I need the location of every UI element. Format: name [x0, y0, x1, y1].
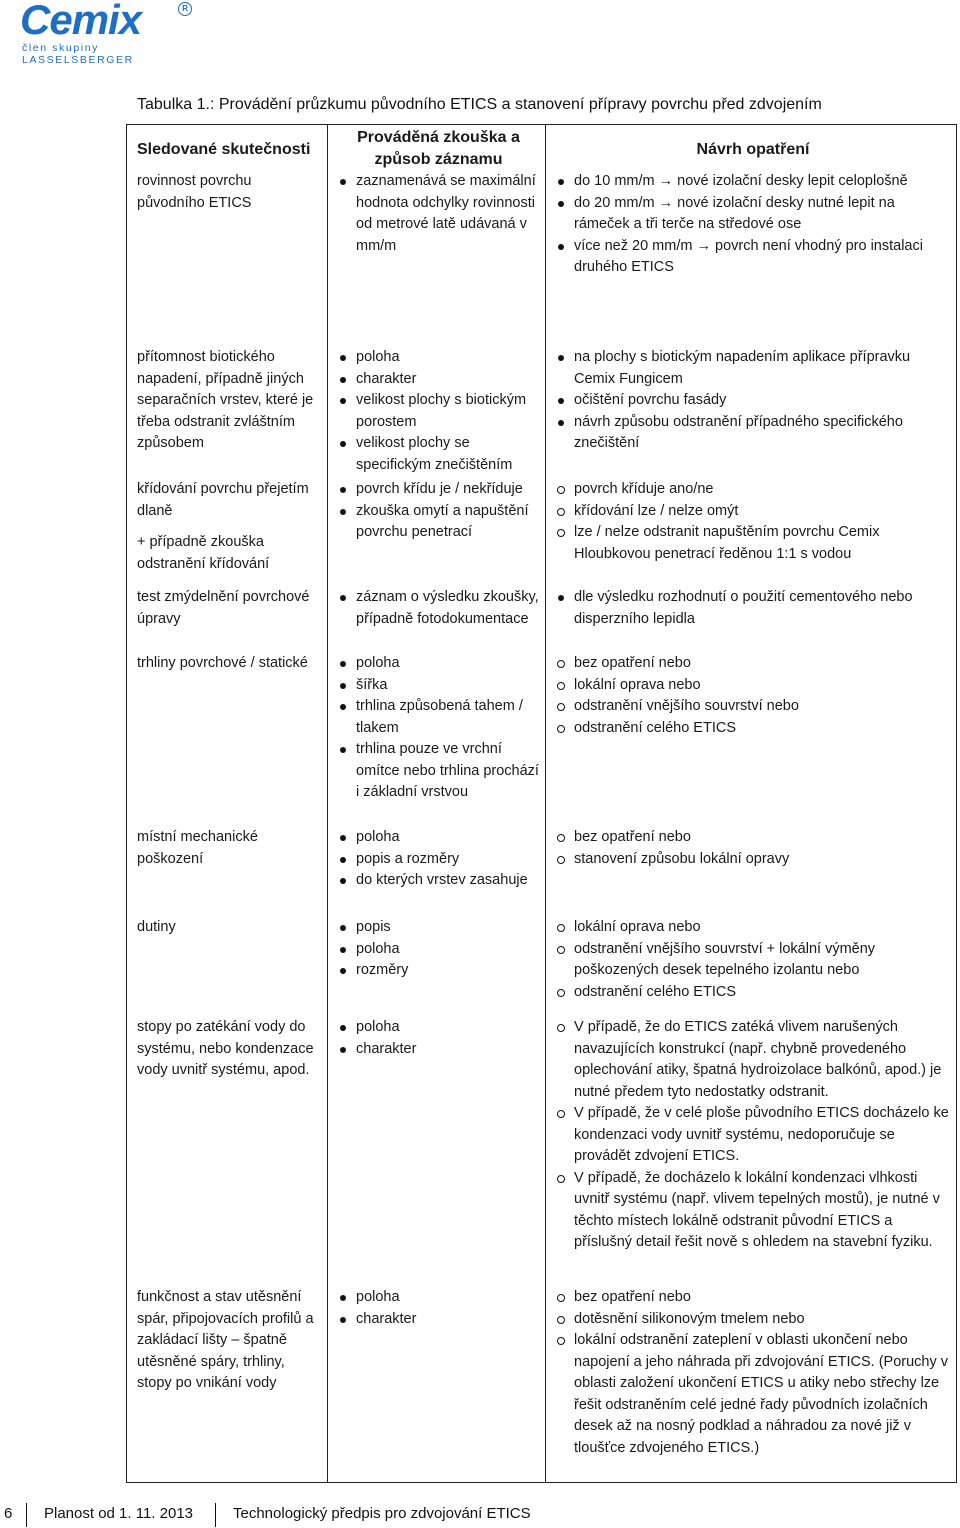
test-item: popis: [338, 917, 539, 939]
page-footer: [0, 1503, 960, 1525]
fact-cell: [127, 171, 328, 347]
fact-text: test zmýdelnění povrchové úpravy: [137, 589, 310, 627]
test-list: [338, 171, 539, 257]
measure-item: více než 20 mm/m → povrch není vhodný pro instalaci druhého ETICS: [556, 236, 950, 279]
test-item: poloha: [338, 939, 539, 961]
footer-document-title: Technologický předpis pro zdvojování ETICS: [233, 1505, 531, 1522]
measure-item: odstranění vnějšího souvrství nebo: [556, 696, 950, 718]
fact-text: křídování povrchu přejetím dlaně: [137, 481, 309, 519]
header-tests: Prováděná zkouška a způsob záznamu: [328, 125, 546, 172]
test-list: [338, 1287, 539, 1330]
test-cell: [328, 479, 546, 587]
fact-text: + případně zkouška odstranění křídování: [137, 534, 270, 572]
footer-validity: Planost od 1. 11. 2013: [44, 1505, 194, 1522]
measure-item: křídování lze / nelze omýt: [556, 501, 950, 523]
measure-list: [556, 827, 950, 870]
measure-item: do 10 mm/m → nové izolační desky lepit celoplošně: [556, 171, 950, 193]
footer-divider: [215, 1503, 216, 1527]
test-list: [338, 1017, 539, 1060]
measure-cell: [546, 479, 957, 587]
test-item: zaznamenává se maximální hodnota odchylky rovinnosti od metrové latě udávaná v mm/m: [338, 171, 539, 257]
survey-table: [126, 124, 957, 1483]
measure-item: povrch kříduje ano/ne: [556, 479, 950, 501]
test-list: [338, 347, 539, 476]
measure-list: [556, 1017, 950, 1254]
test-item: poloha: [338, 1287, 539, 1309]
measure-list: [556, 653, 950, 739]
header-measures: Návrh opatření: [546, 125, 957, 172]
logo-wordmark: Cemix: [20, 0, 142, 43]
test-item: poloha: [338, 653, 539, 675]
measure-cell: [546, 587, 957, 653]
test-cell: [328, 587, 546, 653]
fact-cell: [127, 917, 328, 1017]
measure-item: lokální odstranění zateplení v oblasti ukončení nebo napojení a jeho náhrada při zdvojování ETICS. (Poruchy v oblasti založení ukončení ETICS u atiky nebo střechy lze řešit odstraněním celé jedné řady původních izolačních desek až na nosný podklad a náhradou za nové již v tloušťce zdvojeného ETICS.): [556, 1330, 950, 1459]
table-row: [127, 347, 957, 479]
test-list: [338, 479, 539, 544]
test-item: povrch křídu je / nekříduje: [338, 479, 539, 501]
measure-item: bez opatření nebo: [556, 1287, 950, 1309]
test-cell: [328, 917, 546, 1017]
test-item: charakter: [338, 1039, 539, 1061]
test-list: [338, 653, 539, 804]
measure-cell: [546, 917, 957, 1017]
measure-item: V případě, že v celé ploše původního ETICS docházelo ke kondenzaci vody uvnitř systému, nedoporučuje se provádět zdvojení ETICS.: [556, 1103, 950, 1168]
test-item: popis a rozměry: [338, 849, 539, 871]
test-item: rozměry: [338, 960, 539, 982]
table-row: [127, 917, 957, 1017]
fact-text: dutiny: [137, 919, 176, 935]
registered-mark-icon: R: [178, 2, 192, 16]
fact-cell: [127, 347, 328, 479]
test-item: do kterých vrstev zasahuje: [338, 870, 539, 892]
measure-list: [556, 587, 950, 630]
measure-item: lokální oprava nebo: [556, 917, 950, 939]
test-item: trhlina pouze ve vrchní omítce nebo trhlina prochází i základní vrstvou: [338, 739, 539, 804]
measure-list: [556, 171, 950, 279]
test-item: poloha: [338, 827, 539, 849]
table-header-row: [127, 125, 957, 172]
page-number: 6: [4, 1505, 13, 1522]
test-cell: [328, 827, 546, 917]
fact-cell: [127, 479, 328, 587]
test-item: šířka: [338, 675, 539, 697]
fact-text: trhliny povrchové / statické: [137, 655, 308, 671]
measure-item: na plochy s biotickým napadením aplikace přípravku Cemix Fungicem: [556, 347, 950, 390]
test-cell: [328, 347, 546, 479]
table-row: [127, 587, 957, 653]
measure-item: dotěsnění silikonovým tmelem nebo: [556, 1309, 950, 1331]
test-list: [338, 587, 539, 630]
measure-item: V případě, že docházelo k lokální kondenzaci vlhkosti uvnitř systému (např. vlivem tepelných mostů), je nutné v těchto místech lokálně odstranit původní ETICS a příslušný detail řešit nově s ohledem na stavební fyziku.: [556, 1168, 950, 1254]
table-caption: Tabulka 1.: Provádění průzkumu původního ETICS a stanovení přípravy povrchu před zdvojením: [137, 96, 822, 113]
measure-item: odstranění celého ETICS: [556, 718, 950, 740]
test-item: charakter: [338, 1309, 539, 1331]
measure-cell: [546, 1017, 957, 1287]
table-row: [127, 653, 957, 827]
fact-text: přítomnost biotického napadení, případně jiných separačních vrstev, které je třeba odstranit zvláštním způsobem: [137, 349, 314, 451]
measure-item: lokální oprava nebo: [556, 675, 950, 697]
test-cell: [328, 1287, 546, 1482]
test-list: [338, 827, 539, 892]
test-item: poloha: [338, 347, 539, 369]
logo-tagline: člen skupiny LASSELSBERGER: [22, 42, 134, 66]
table-row: [127, 1017, 957, 1287]
table-row: [127, 1287, 957, 1482]
measure-cell: [546, 347, 957, 479]
test-cell: [328, 1017, 546, 1287]
test-cell: [328, 653, 546, 827]
fact-cell: [127, 1287, 328, 1482]
fact-cell: [127, 1017, 328, 1287]
fact-cell: [127, 653, 328, 827]
fact-text: rovinnost povrchu původního ETICS: [137, 173, 252, 211]
fact-cell: [127, 827, 328, 917]
test-item: poloha: [338, 1017, 539, 1039]
fact-text: funkčnost a stav utěsnění spár, připojovacích profilů a zakládací lišty – špatně utěsněné spáry, trhliny, stopy po vnikání vody: [137, 1289, 314, 1391]
cemix-logo: [20, 0, 195, 66]
measure-item: odstranění celého ETICS: [556, 982, 950, 1004]
test-item: záznam o výsledku zkoušky, případně fotodokumentace: [338, 587, 539, 630]
measure-item: bez opatření nebo: [556, 653, 950, 675]
test-item: zkouška omytí a napuštění povrchu penetrací: [338, 501, 539, 544]
measure-list: [556, 917, 950, 1003]
measure-cell: [546, 1287, 957, 1482]
fact-cell: [127, 587, 328, 653]
test-item: trhlina způsobená tahem / tlakem: [338, 696, 539, 739]
measure-item: dle výsledku rozhodnutí o použití cementového nebo disperzního lepidla: [556, 587, 950, 630]
table-row: [127, 827, 957, 917]
footer-divider: [26, 1503, 27, 1527]
measure-cell: [546, 653, 957, 827]
measure-item: bez opatření nebo: [556, 827, 950, 849]
test-item: velikost plochy se specifickým znečištěním: [338, 433, 539, 476]
fact-text: místní mechanické poškození: [137, 829, 258, 867]
measure-item: návrh způsobu odstranění případného specifického znečištění: [556, 412, 950, 455]
table-row: [127, 479, 957, 587]
measure-cell: [546, 827, 957, 917]
header-facts: Sledované skutečnosti: [127, 125, 328, 172]
measure-item: do 20 mm/m → nové izolační desky nutné lepit na rámeček a tři terče na středové ose: [556, 193, 950, 236]
test-list: [338, 917, 539, 982]
measure-list: [556, 1287, 950, 1459]
measure-item: odstranění vnějšího souvrství + lokální výměny poškozených desek tepelného izolantu nebo: [556, 939, 950, 982]
test-item: velikost plochy s biotickým porostem: [338, 390, 539, 433]
fact-text: stopy po zatékání vody do systému, nebo kondenzace vody uvnitř systému, apod.: [137, 1019, 314, 1078]
measure-item: V případě, že do ETICS zatéká vlivem narušených navazujících konstrukcí (např. chybně provedeného oplechování atiky, špatná hydroizolace balkónů, apod.) je nutné předem tyto nedostatky odstranit.: [556, 1017, 950, 1103]
test-item: charakter: [338, 369, 539, 391]
measure-item: stanovení způsobu lokální opravy: [556, 849, 950, 871]
measure-item: očištění povrchu fasády: [556, 390, 950, 412]
measure-cell: [546, 171, 957, 347]
table-row: [127, 171, 957, 347]
measure-item: lze / nelze odstranit napuštěním povrchu Cemix Hloubkovou penetrací ředěnou 1:1 s vodou: [556, 522, 950, 565]
test-cell: [328, 171, 546, 347]
measure-list: [556, 347, 950, 455]
measure-list: [556, 479, 950, 565]
